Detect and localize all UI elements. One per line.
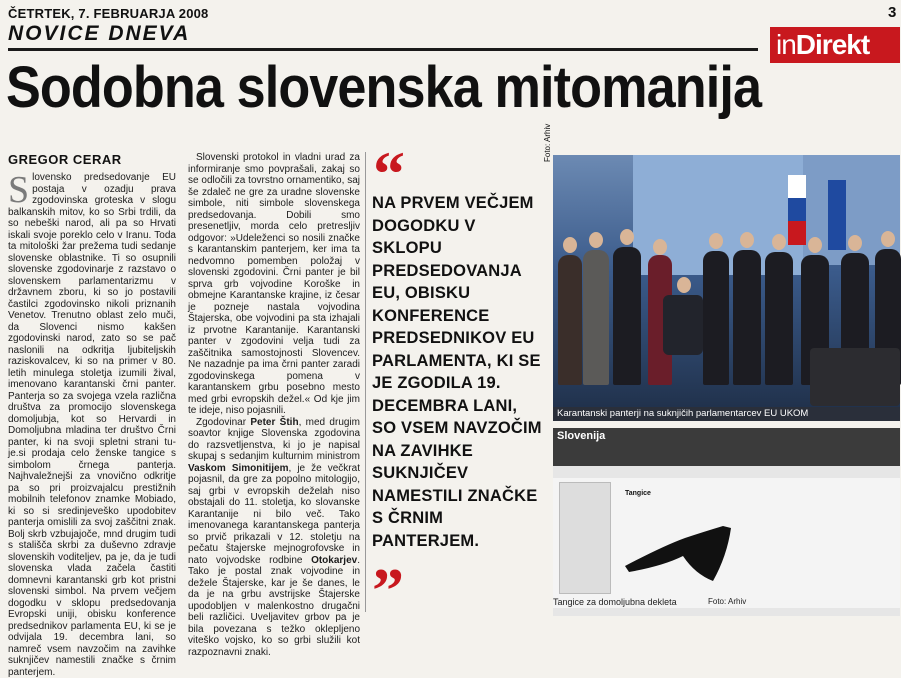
paragraph-text: Zgodovinar: [196, 416, 251, 428]
person-head: [589, 232, 603, 248]
wheelchair-person: [663, 295, 703, 355]
indirekt-logo: [770, 27, 900, 63]
column-1-text: lovensko predsedovanje EU postaja v ozadju prava zgodovinska groteska v slogu balkanskih mitov, ko so Srbi trdili, da so nebeški narod, ali pa so Hrvati iskali svoje poreklo celo v Iranu. Toda ta mitološki žar prežema tudi sedanje slovenske oblastnike. Ti so osupnili slovenske zgodovinarje z razstavo o slovenskem parlamentarizmu v državnem zboru, ki so jo postavili častilci zgodovinsko nikoli priznanih Venetov. Trenutno oblast zelo muči, da Slovenci nismo kakšen zgodovinski narod, zato so se pač naslonili na odkritja ljubiteljskih raziskovalcev, ki so na primer v 80. letih minulega stoletja izumili žival, imenovano karantanski črni panter. Panterja so za svojega vzela različna društva za promocijo slovenskega domoljubja, kot so Hervardi in Domoljubna mladina ter društvo Črni panter, ki na svoji spletni strani tu-je.si prodaja celo ženske tangice s simbolom črnega panterja. Najhvaležnejši za vnovično odkritje pa so pri proizvajalcu prestižnih mobilnih telefonov znamke Mobiado, ki so si sredinjeveško upodobitev panterja omislili za svoj zaščitni znak. Bolj skrb vzbujajoče, mnd drugim tudi s stališča skrbi za duševno zdravje slovenskih voditeljev, pa je, da je tudi slovenska vlada začela častiti domnevni karantanski grb kot pristni slovenski simbol. Na prvem večjem dogodku v sklopu predsedovanja Evropski uniji, obisku konference predsednikov parlamenta EU, ki se je odvijala 19. decembra lani, so namreč vsem navzočim na zavihke suknjičev namestili značke s črnim panterjem.: [8, 172, 176, 678]
quote-open-icon: “: [373, 138, 405, 209]
pull-quote: NA PRVEM VEČJEM DOGODKU V SKLOPU PREDSEDOVANJA EU, OBISKU KONFERENCE PREDSEDNIKOV EU PARLAMENTA, KI SE JE ZGODILA 19. DECEMBRA LANI, SO VSEM NAVZOČIM NA ZAVIHKE SUKNJIČEV NAMESTILI ZNAČKE S ČRNIM PANTERJEM.: [372, 194, 542, 550]
article-column-2: [188, 152, 360, 658]
person: [703, 251, 729, 385]
column-2-paragraph-2: [188, 417, 360, 659]
website-sidebar: [559, 482, 611, 594]
drop-cap: S: [8, 169, 30, 211]
person-name: Peter Štih: [250, 416, 299, 428]
column-2-paragraph-1: Slovenski protokol in vladni urad za informiranje smo povprašali, zakaj so se odločili za tovrstno ornamentiko, saj še zdaleč ne gre za uradne slovenske simbole, niti simbole slovenskega predsedovanja. Dobili smo presenetljiv, morda celo pretresljiv odgovor: »Udeleženci so nosili značke s karantanskim panterjem, ker ima ta nedvomno pomemben položaj v slovenski zgodovini. Črni panter je bil sprva grb vojvodine Koroške in obmejne Karantanske krajine, iz česar je pozneje nastala vojvodina Štajerska, obe vojvodini pa sta izhajali iz prvotne Karantanije. Karantanski panter v zgodovini velja tudi za zaščitnika samostojnosti Slovencev. Ne nazadnje pa ima črni panter zaradi zgodovinskega pomena v karantanskem grbu posebno mesto med grbi evropskih dežel.« Od kje jim te ideje, niso pojasnili.: [188, 152, 360, 416]
person-name: Vaskom Simonitijem: [188, 462, 289, 474]
person-head: [563, 237, 577, 253]
slovenian-flag: [788, 175, 806, 245]
column-divider: [365, 152, 366, 612]
headline: Sodobna slovenska mitomanija: [6, 55, 762, 120]
section-rule: [8, 48, 758, 51]
section-title: NOVICE DNEVA: [8, 22, 191, 45]
logo-part-in: in: [776, 29, 796, 60]
thong-product-image: [623, 526, 733, 586]
photo-1-credit: Foto: Arhiv: [543, 123, 552, 162]
person: [583, 250, 609, 385]
person-head: [709, 233, 723, 249]
person-head: [620, 229, 634, 245]
article-column-1: [8, 169, 176, 678]
person-head: [772, 234, 786, 250]
paragraph-text: , med drugim soavtor knjige Slovenska zgodovina do razsvetljenstva, ki jo je napisal skupaj s sedanjim kulturnim ministrom: [188, 416, 360, 462]
person: [558, 255, 582, 385]
website-screenshot-photo: [553, 428, 900, 616]
website-banner-title: Slovenija: [557, 430, 606, 442]
person: [733, 250, 761, 385]
paragraph-text: , je že večkrat pojasnil, da gre za popolno mitologijo, saj grbi v evropskih deželah niso obstajali do 11. stoletja, ko slovanske Karantanije ni bilo več. Tako imenovanega karantanskega panterja so prvič prikazali v 12. stoletju na pečatu štajerske mejnogrofovske in nato vojvodske rodbine: [188, 462, 360, 566]
eu-flag: [828, 180, 846, 250]
person: [613, 247, 641, 385]
page-number: 3: [888, 4, 897, 21]
person-head: [677, 277, 691, 293]
person-head: [881, 231, 895, 247]
paragraph-text: . Tako je postal znak vojvodine in dežele Štajerske, kar je še danes, le da je na grbu avstrijske Štajerske upodobljen v malenkostno drugačni beli različici. Uveljavitev grbov pa je bila povezana s težko oklepljeno viteško vojsko, ko so grbi služili kot razpoznavni znaki.: [188, 554, 360, 658]
quote-close-icon: ”: [372, 555, 404, 626]
product-title: Tangice: [625, 490, 651, 497]
issue-date: ČETRTEK, 7. FEBRUARJA 2008: [8, 6, 209, 21]
photo-2-credit: Foto: Arhiv: [708, 597, 747, 606]
logo-part-direkt: Direkt: [795, 29, 870, 60]
person-head: [808, 237, 822, 253]
panther-emblem-inset: [810, 348, 900, 406]
byline: GREGOR CERAR: [8, 152, 122, 167]
dynasty-name: Otokarjev: [311, 554, 358, 566]
photo-1-caption: Karantanski panterji na suknjičih parlamentarcev EU UKOM: [553, 407, 900, 421]
person-head: [653, 239, 667, 255]
person: [765, 252, 793, 385]
person-head: [740, 232, 754, 248]
person-head: [848, 235, 862, 251]
photo-2-caption: Tangice za domoljubna dekleta: [553, 597, 677, 607]
